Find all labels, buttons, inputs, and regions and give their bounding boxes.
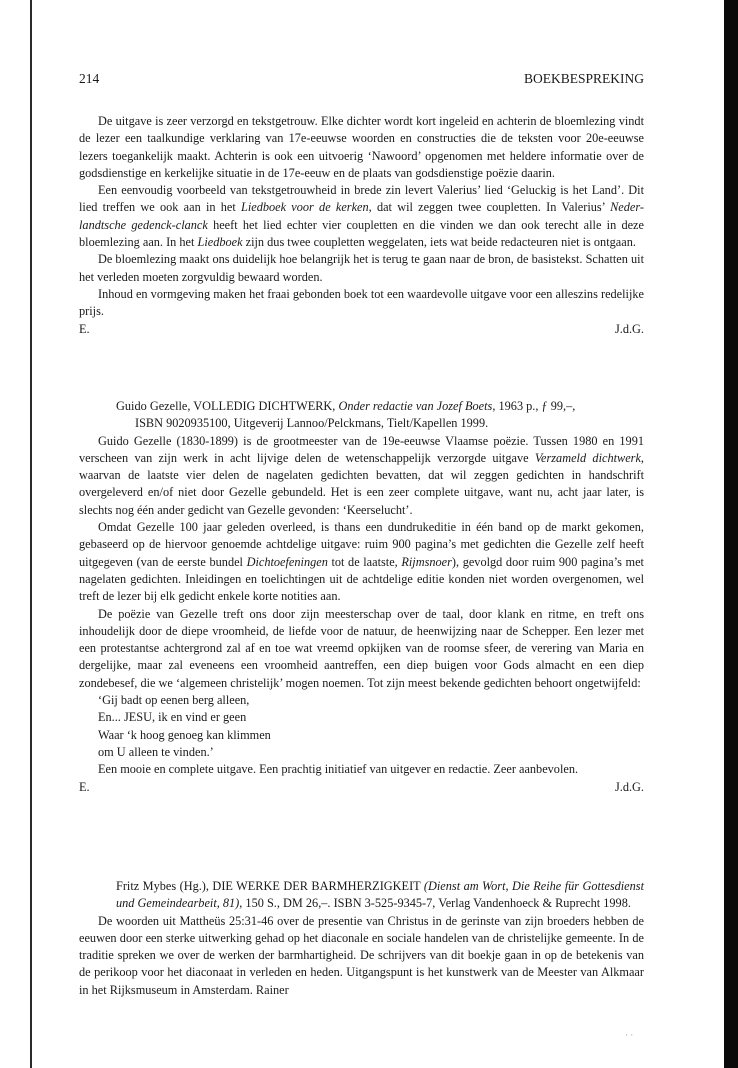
quoted-poem — [79, 692, 644, 761]
review-1-paragraph: De bloemlezing maakt ons duidelijk hoe belangrijk het is terug te gaan naar de bron, de basistekst. Schatten uit het verleden moeten zorgvuldig bewaard worden. — [79, 252, 644, 284]
book-page — [79, 0, 644, 1068]
signature-initial: E. — [79, 321, 90, 336]
bibliographic-entry: Guido Gezelle, VOLLEDIG DICHTWERK, Onder redactie van Jozef Boets, 1963 p., ƒ 99,–, ISBN 9020935100, Uitgeverij Lannoo/Pelckmans, Tielt/Kapellen 1999. — [116, 399, 576, 431]
page-number: 214 — [79, 71, 100, 86]
scan-speck: · · — [625, 1030, 634, 1040]
review-3-paragraph: De woorden uit Mattheüs 25:31-46 over de presentie van Christus in de gerinste van zijn broeders hebben de eeuwen door een sterke uitwerking gehad op het diaconale en sociale handelen van de christelijke gemeente. In de traditie spreken we over de werken der barmhartigheid. De schrijvers van dit boekje gaan in op de betekenis van de perikoop voor het diaconaat in verleden en heden. Uitgangspunt is het kunstwerk van de Meester van Alkmaar in het Rijksmuseum in Amsterdam. Rainer — [79, 913, 644, 997]
poem-line: om U alleen te vinden.’ — [98, 744, 214, 759]
scan-edge-left — [30, 0, 32, 1068]
reviewer-initials: J.d.G. — [614, 779, 644, 794]
running-header — [79, 70, 644, 87]
poem-line: Waar ‘k hoog genoeg kan klimmen — [98, 727, 271, 742]
signature-line — [79, 779, 644, 796]
signature-line — [79, 321, 644, 338]
review-1-paragraph: Een eenvoudig voorbeeld van tekstgetrouwheid in brede zin levert Valerius’ lied ‘Geluckig is het Land’. Dit lied treffen we ook aan in het Liedboek voor de kerken, dat wil zeggen twee coupletten. In Valerius’ Neder-landtsche gedenck-clanck heeft het lied echter vier coupletten en die vinden we dan ook terecht alle in deze bloemlezing aan. In het Liedboek zijn dus twee coupletten weggelaten, iets wat beide redacteuren niet is ontgaan. — [79, 183, 644, 250]
scan-edge-right — [724, 0, 738, 1068]
bibliographic-entry: Fritz Mybes (Hg.), DIE WERKE DER BARMHERZIGKEIT (Dienst am Wort, Die Reihe für Gottesdienst und Gemeindearbeit, 81), 150 S., DM 26,–. ISBN 3-525-9345-7, Verlag Vandenhoeck & Ruprecht 1998. — [116, 879, 644, 911]
review-2 — [79, 398, 644, 796]
review-1-paragraph: De uitgave is zeer verzorgd en tekstgetrouw. Elke dichter wordt kort ingeleid en achterin de bloemlezing vindt de lezer een taalkundige verklaring van 17e-eeuwse woorden en constructies die de teksten voor 20e-eeuwse lezers toegankelijk maakt. Achterin is ook een uitvoerig ‘Nawoord’ opgenomen met heldere informatie over de godsdienstige en kerkelijke situatie in de 17e-eeuw en de plaats van godsdienstige poëzie daarin. — [79, 114, 644, 180]
poem-line: ‘Gij badt op eenen berg alleen, — [98, 693, 250, 708]
review-2-paragraph: Een mooie en complete uitgave. Een prachtig initiatief van uitgever en redactie. Zeer aanbevolen. — [98, 762, 579, 777]
review-2-paragraph: Omdat Gezelle 100 jaar geleden overleed, is thans een dundrukeditie in één band op de markt gekomen, gebaseerd op de hiervoor genoemde achtdelige uitgave: ruim 900 pagina’s met gedichten die Gezelle zelf heeft uitgegeven (van de eerste bundel Dichtoefeningen tot de laatste, Rijmsnoer), gevolgd door ruim 900 pagina’s met nagelaten gedichten. Inleidingen en toelichtingen uit de achtdelige editie konden niet worden overgenomen, wel treft de lezer bij elk gedicht enkele korte notities aan. — [79, 520, 644, 604]
review-1 — [79, 113, 644, 338]
review-2-paragraph: De poëzie van Gezelle treft ons door zijn meesterschap over de taal, door klank en ritme, en treft ons inhoudelijk door de diepe vroomheid, de liefde voor de natuur, de heenwijzing naar de Schepper. Een lezer met een protestantse achtergrond zal af en toe wat vreemd opkijken van de roomse sfeer, de verering van Maria en dergelijke, maar zal eveneens een vroomheid aantreffen, een diep buigen voor Gods almacht en een diep zondebesef, die we ‘algemeen christelijk’ mogen noemen. Tot zijn meest bekende gedichten behoort ongetwijfeld: — [79, 606, 644, 690]
review-1-paragraph: Inhoud en vormgeving maken het fraai gebonden boek tot een waardevolle uitgave voor een alleszins redelijke prijs. — [79, 286, 644, 319]
reviewer-initials: J.d.G. — [614, 321, 644, 336]
review-2-paragraph: Guido Gezelle (1830-1899) is de grootmeester van de 19e-eeuwse Vlaamse poëzie. Tussen 1980 en 1991 verscheen van zijn werk in acht lijvige delen de wetenschappelijk verzorgde uitgave Verzameld dichtwerk, waarvan de laatste vier delen de nagelaten gedichten bevatten, dat wil zeggen gedichten in handschrift overgeleverd en/of niet door Gezelle gebundeld. Het is een zeer complete uitgave, want nu, acht jaar later, is slechts nog één ander gedicht van Gezelle gevonden: ‘Keerselucht’. — [79, 433, 644, 517]
running-title: BOEKBESPREKING — [523, 71, 644, 86]
poem-line: En... JESU, ik en vind er geen — [98, 710, 247, 725]
signature-initial: E. — [79, 779, 90, 794]
review-3 — [79, 878, 644, 999]
